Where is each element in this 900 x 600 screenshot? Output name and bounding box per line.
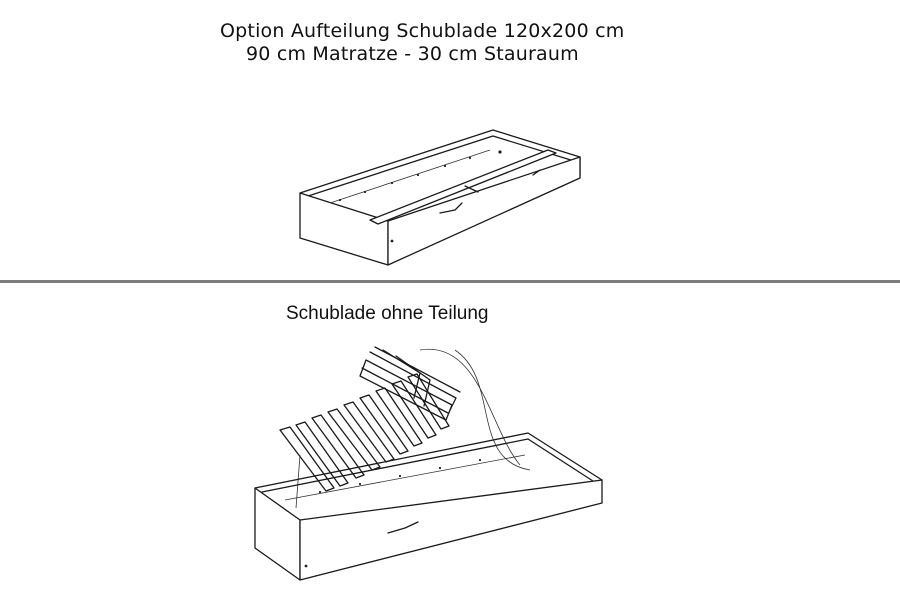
drawer-right-board [388,157,580,265]
drawer-right-board [300,480,602,580]
section-caption: Schublade ohne Teilung [286,303,489,324]
drawer-divided-illustration [0,120,900,275]
title-line-2: 90 cm Matratze - 30 cm Stauraum [246,43,579,65]
section-divider [0,280,900,283]
arrow-left [296,455,300,508]
drawer-front-board [300,193,388,265]
page-title [220,20,624,66]
slat-roll [360,347,460,420]
drawer-inner-rail [285,455,525,500]
slats [280,374,449,491]
title-line-1: Option Aufteilung Schublade 120x200 cm [220,20,625,42]
arrow-right-2 [420,349,520,465]
drawer-front-board [255,488,300,580]
drawer-undivided-illustration [0,340,900,580]
